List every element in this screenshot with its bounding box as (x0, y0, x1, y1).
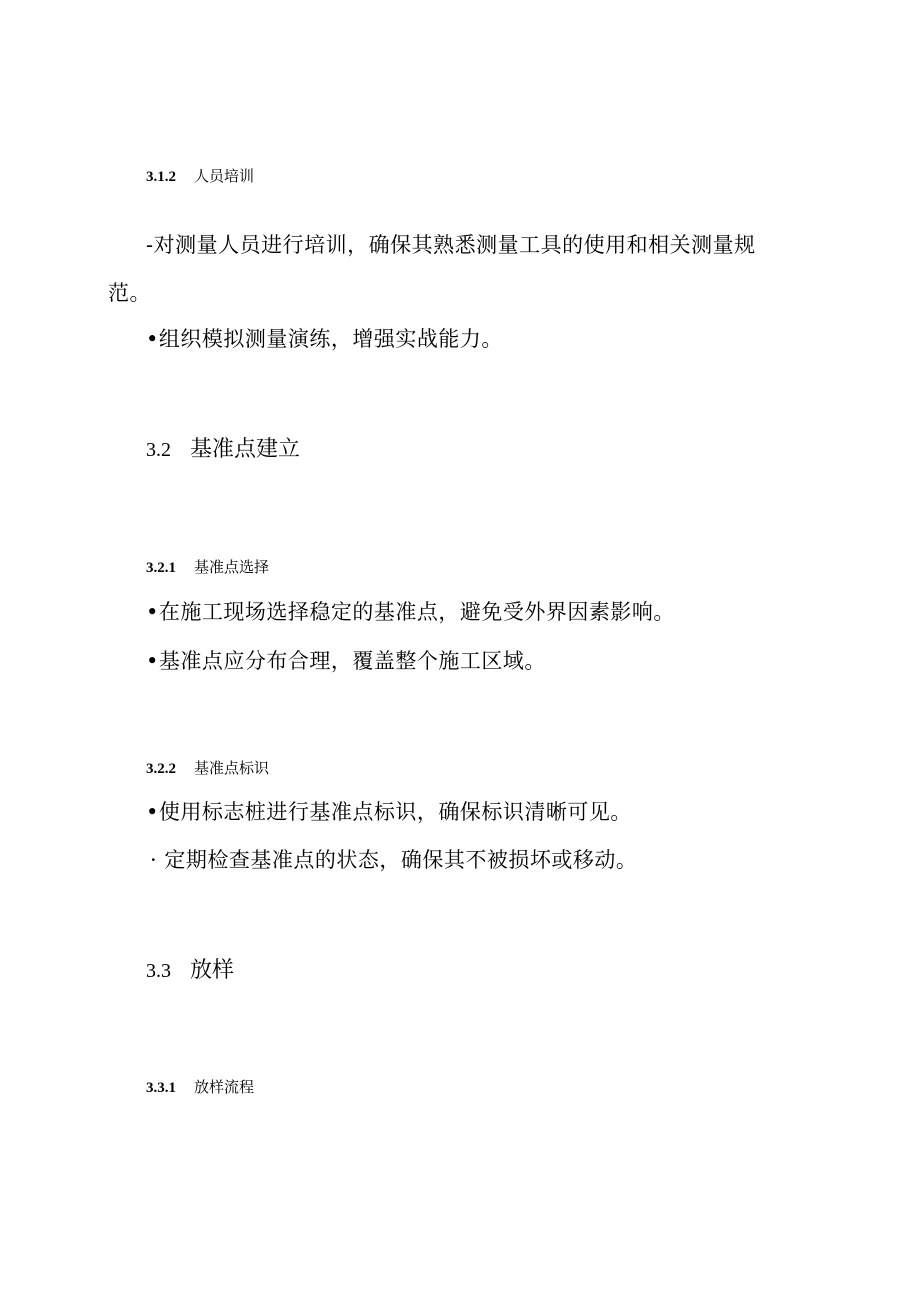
section-number: 3.2 (146, 439, 171, 461)
heading-3-2 (146, 432, 300, 463)
heading-3-1-2 (146, 165, 254, 186)
section-number: 3.2.1 (146, 560, 176, 576)
section-number: 3.2.2 (146, 761, 176, 777)
heading-3-3 (146, 953, 234, 984)
heading-3-3-1 (146, 1076, 254, 1097)
section-title: 基准点建立 (190, 437, 301, 462)
bullet-distribute-benchmark: •基准点应分布合理，覆盖整个施工区域。 (146, 649, 546, 673)
bullet-mock-drill: •组织模拟测量演练，增强实战能力。 (146, 327, 503, 351)
heading-3-2-2 (146, 757, 269, 778)
heading-3-2-1 (146, 556, 269, 577)
section-title: 人员培训 (194, 167, 255, 185)
section-number: 3.1.2 (146, 169, 176, 185)
section-number: 3.3 (146, 960, 171, 982)
bullet-mark-benchmark: •使用标志桩进行基准点标识，确保标识清晰可见。 (146, 800, 632, 824)
section-title: 放样 (190, 958, 235, 983)
section-title: 基准点选择 (194, 558, 270, 576)
section-title: 放样流程 (194, 1078, 255, 1096)
paragraph-training-line1: -对测量人员进行培训，确保其熟悉测量工具的使用和相关测量规 (146, 233, 756, 257)
bullet-select-benchmark: •在施工现场选择稳定的基准点，避免受外界因素影响。 (146, 600, 675, 624)
paragraph-training-line2: 范。 (108, 281, 151, 305)
section-title: 基准点标识 (194, 759, 270, 777)
section-number: 3.3.1 (146, 1080, 176, 1096)
bullet-check-benchmark: · 定期检查基准点的状态，确保其不被损坏或移动。 (150, 848, 638, 872)
